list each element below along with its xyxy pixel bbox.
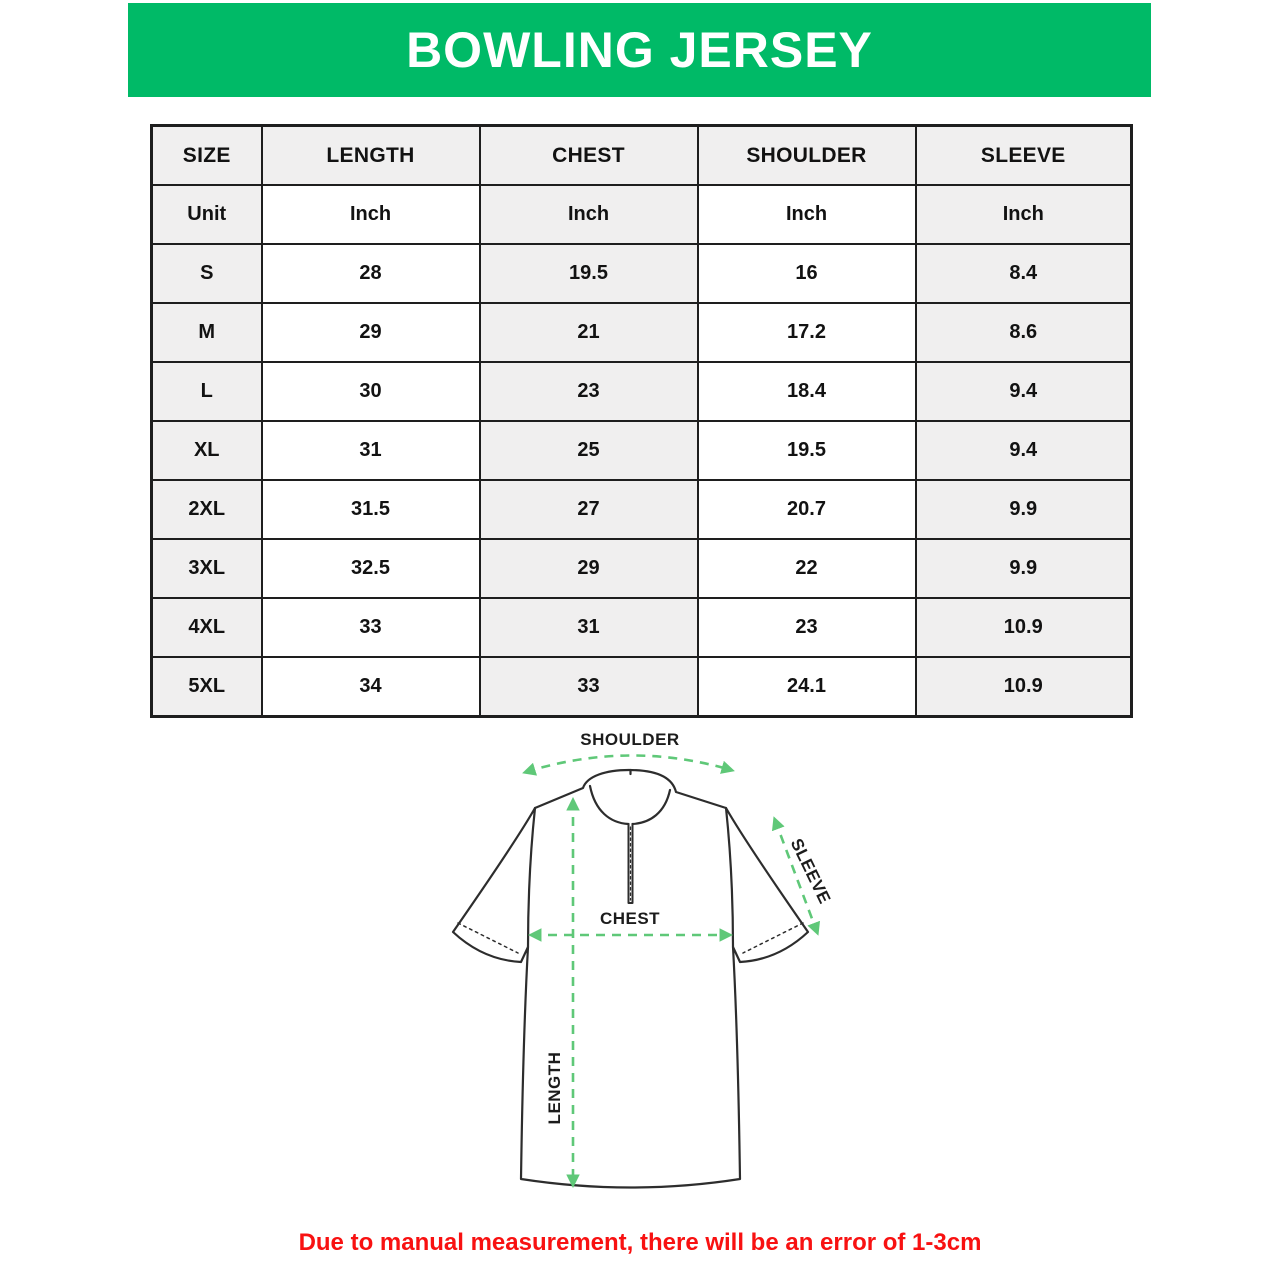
- value-cell: 16: [698, 244, 916, 303]
- table-header-row: [152, 126, 1132, 186]
- value-cell: 28: [262, 244, 480, 303]
- page-title: BOWLING JERSEY: [406, 22, 873, 78]
- col-header-size: SIZE: [152, 126, 262, 186]
- value-cell: 8.6: [916, 303, 1132, 362]
- value-cell: 30: [262, 362, 480, 421]
- value-cell: 33: [480, 657, 698, 717]
- value-cell: 33: [262, 598, 480, 657]
- value-cell: 9.4: [916, 362, 1132, 421]
- value-cell: 29: [480, 539, 698, 598]
- value-cell: 10.9: [916, 598, 1132, 657]
- value-cell: 10.9: [916, 657, 1132, 717]
- value-cell: 32.5: [262, 539, 480, 598]
- col-header-shoulder: SHOULDER: [698, 126, 916, 186]
- value-cell: 9.9: [916, 539, 1132, 598]
- title-banner: [128, 3, 1151, 97]
- unit-cell: Inch: [262, 185, 480, 244]
- value-cell: 31: [262, 421, 480, 480]
- value-cell: 34: [262, 657, 480, 717]
- value-cell: 17.2: [698, 303, 916, 362]
- value-cell: 19.5: [480, 244, 698, 303]
- value-cell: 19.5: [698, 421, 916, 480]
- value-cell: 8.4: [916, 244, 1132, 303]
- value-cell: 24.1: [698, 657, 916, 717]
- value-cell: 9.9: [916, 480, 1132, 539]
- jersey-outline: [453, 770, 808, 1188]
- table-row: [152, 244, 1132, 303]
- size-cell: 3XL: [152, 539, 262, 598]
- table-row: [152, 362, 1132, 421]
- value-cell: 29: [262, 303, 480, 362]
- value-cell: 31: [480, 598, 698, 657]
- value-cell: 18.4: [698, 362, 916, 421]
- size-cell: S: [152, 244, 262, 303]
- value-cell: 23: [698, 598, 916, 657]
- size-cell: 5XL: [152, 657, 262, 717]
- value-cell: 27: [480, 480, 698, 539]
- table-row: [152, 303, 1132, 362]
- shoulder-label: SHOULDER: [580, 730, 680, 749]
- unit-cell: Inch: [916, 185, 1132, 244]
- unit-cell: Inch: [480, 185, 698, 244]
- value-cell: 9.4: [916, 421, 1132, 480]
- unit-label: Unit: [152, 185, 262, 244]
- size-cell: M: [152, 303, 262, 362]
- value-cell: 25: [480, 421, 698, 480]
- disclaimer-text: Due to manual measurement, there will be an error of 1-3cm: [298, 1229, 982, 1256]
- value-cell: 21: [480, 303, 698, 362]
- size-cell: 4XL: [152, 598, 262, 657]
- value-cell: 22: [698, 539, 916, 598]
- length-label: LENGTH: [545, 1051, 564, 1125]
- col-header-length: LENGTH: [262, 126, 480, 186]
- size-cell: 2XL: [152, 480, 262, 539]
- sleeve-label: SLEEVE: [786, 835, 835, 907]
- size-cell: L: [152, 362, 262, 421]
- size-cell: XL: [152, 421, 262, 480]
- chest-label: CHEST: [599, 909, 661, 928]
- col-header-chest: CHEST: [480, 126, 698, 186]
- table-row: [152, 539, 1132, 598]
- value-cell: 20.7: [698, 480, 916, 539]
- table-row: [152, 421, 1132, 480]
- table-row: [152, 598, 1132, 657]
- value-cell: 31.5: [262, 480, 480, 539]
- col-header-sleeve: SLEEVE: [916, 126, 1132, 186]
- unit-cell: Inch: [698, 185, 916, 244]
- size-chart-table: [150, 124, 1133, 718]
- unit-row: [152, 185, 1132, 244]
- jersey-measurement-diagram: [418, 710, 870, 1222]
- table-row: [152, 657, 1132, 717]
- value-cell: 23: [480, 362, 698, 421]
- table-row: [152, 480, 1132, 539]
